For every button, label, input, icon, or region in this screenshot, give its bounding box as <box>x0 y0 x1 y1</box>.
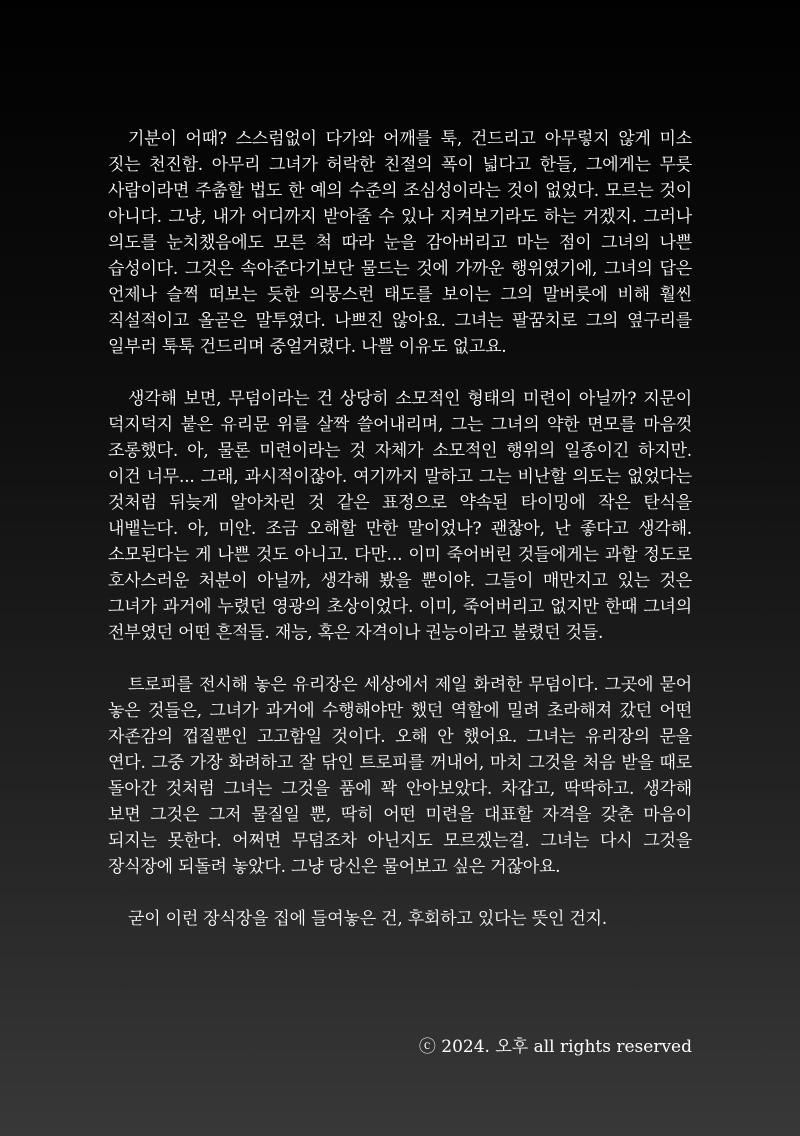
copyright-notice: ⓒ 2024. 오후 all rights reserved <box>418 1037 692 1057</box>
paragraph-3: 트로피를 전시해 놓은 유리장은 세상에서 제일 화려한 무덤이다. 그곳에 묻어 놓은 것들은, 그녀가 과거에 수행해야만 했던 역할에 밀려 초라해져 갔던 어떤 자존감의 껍질뿐인 고고함일 것이다. 오해 안 했어요. 그녀는 유리장의 문을 연다. 그중 가장 화려하고 잘 닦인 트로피를 꺼내어, 마치 그것을 처음 받을 때로 돌아간 것처럼 그녀는 그것을 품에 꽉 안아보았다. 차갑고, 딱딱하고. 생각해 보면 그것은 그저 물질일 뿐, 딱히 어떤 미련을 대표할 자격을 갖춘 마음이 되지는 못한다. 어쩌면 무덤조차 아닌지도 모르겠는걸. 그녀는 다시 그것을 장식장에 되돌려 놓았다. 그냥 당신은 물어보고 싶은 거잖아요. <box>108 675 693 877</box>
paragraph-2: 생각해 보면, 무덤이라는 건 상당히 소모적인 형태의 미련이 아닐까? 지문이 덕지덕지 붙은 유리문 위를 살짝 쓸어내리며, 그는 그녀의 약한 면모를 마음껏 조롱했다. 아, 물론 미련이라는 것 자체가 소모적인 행위의 일종이긴 하지만. 이건 너무... 그래, 과시적이잖아. 여기까지 말하고 그는 비난할 의도는 없었다는 것처럼 뒤늦게 알아차린 것 같은 표정으로 약속된 타이밍에 작은 탄식을 내뱉는다. 아, 미안. 조금 오해할 만한 말이었나? 괜찮아, 난 좋다고 생각해. 소모된다는 게 나쁜 것도 아니고. 다만... 이미 죽어버린 것들에게는 과할 정도로 호사스러운 처분이 아닐까, 생각해 봤을 뿐이야. 그들이 매만지고 있는 것은 그녀가 과거에 누렸던 영광의 초상이었다. 이미, 죽어버리고 없지만 한때 그녀의 전부였던 어떤 흔적들. 재능, 혹은 자격이나 권능이라고 불렸던 것들. <box>108 389 692 643</box>
paragraph-1: 기분이 어때? 스스럼없이 다가와 어깨를 툭, 건드리고 아무렇지 않게 미소 짓는 천진함. 아무리 그녀가 허락한 친절의 폭이 넓다고 한들, 그에게는 무릇 사람이라면 주춤할 법도 한 예의 수준의 조심성이라는 것이 없었다. 모르는 것이 아니다. 그냥, 내가 어디까지 받아줄 수 있나 지켜보기라도 하는 거겠지. 그러나 의도를 눈치챘음에도 모른 척 따라 눈을 감아버리고 마는 점이 그녀의 나쁜 습성이다. 그것은 속아준다기보단 물드는 것에 가까운 행위였기에, 그녀의 답은 언제나 슬쩍 떠보는 듯한 의뭉스런 태도를 보이는 그의 말버릇에 비해 훨씬 직설적이고 올곧은 말투였다. 나쁘진 않아요. 그녀는 팔꿈치로 그의 옆구리를 일부러 툭툭 건드리며 중얼거렸다. 나쁠 이유도 없고요. <box>108 129 692 357</box>
paragraph-4: 굳이 이런 장식장을 집에 들여놓은 건, 후회하고 있다는 뜻인 건지. <box>128 909 608 929</box>
